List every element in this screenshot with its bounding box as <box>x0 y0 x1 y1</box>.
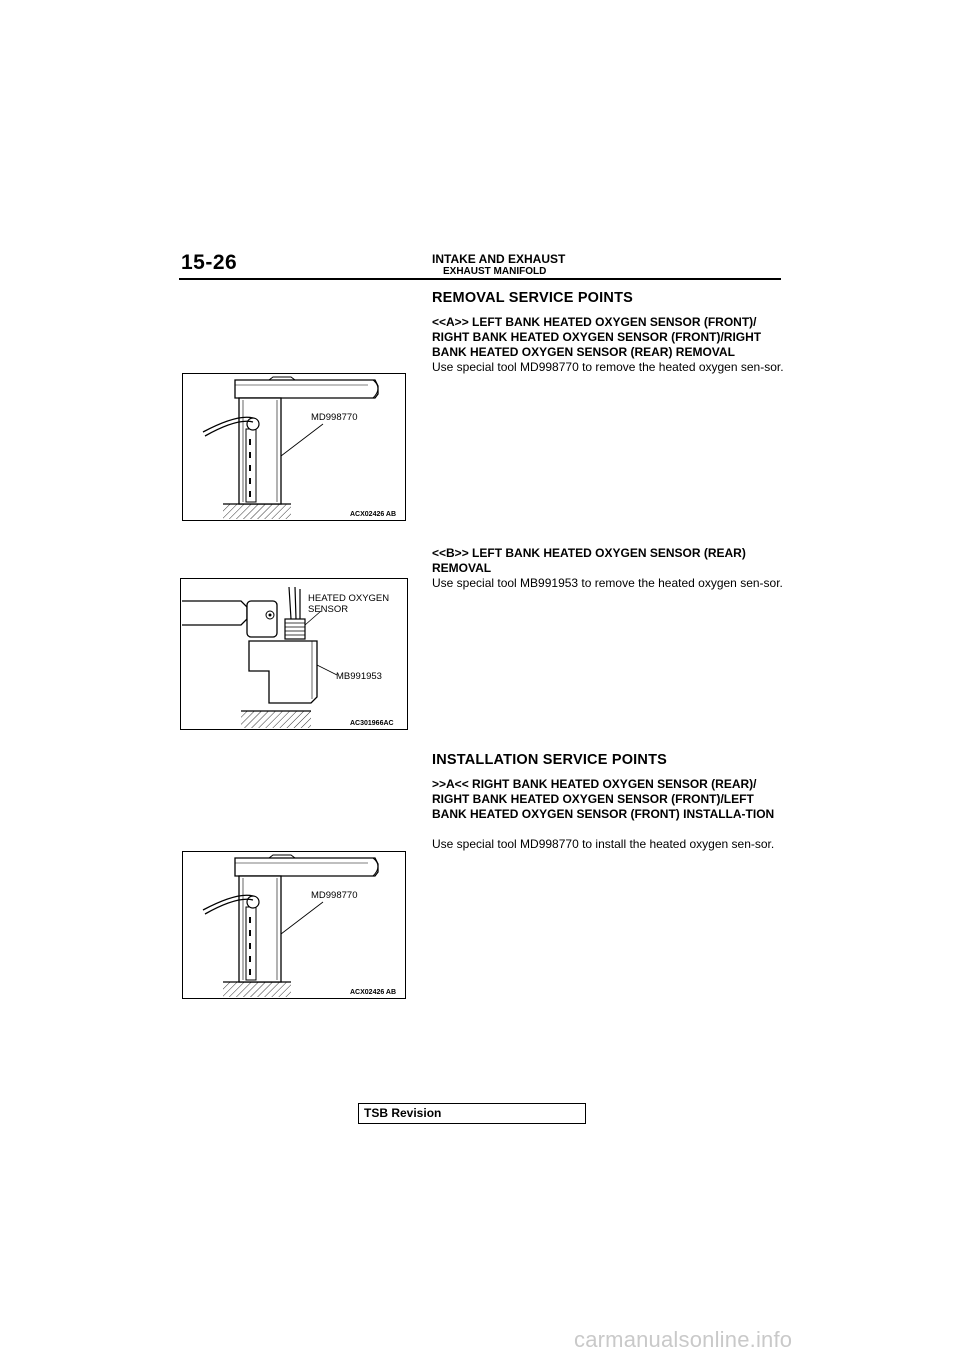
installation-heading: INSTALLATION SERVICE POINTS <box>432 752 667 768</box>
mb991953-tool-illustration <box>181 579 407 729</box>
section-title: INTAKE AND EXHAUST <box>432 252 566 266</box>
fig1-tool-label: MD998770 <box>311 412 358 423</box>
fig2-sensor-label-line2: SENSOR <box>308 604 349 615</box>
fig2-sensor-label-line1: HEATED OXYGEN <box>308 593 390 604</box>
figure-mb991953-removal <box>180 578 408 730</box>
tsb-revision-label: TSB Revision <box>364 1106 442 1120</box>
removal-step-b-body: Use special tool MB991953 to remove the heated oxygen sen-sor. <box>432 576 783 590</box>
removal-step-a-body: Use special tool MD998770 to remove the heated oxygen sen-sor. <box>432 360 784 374</box>
removal-heading: REMOVAL SERVICE POINTS <box>432 290 633 306</box>
md998770-tool-illustration-installation <box>183 852 405 998</box>
fig2-code: AC301966AC <box>350 720 394 727</box>
figure-md998770-installation <box>182 851 406 999</box>
fig3-tool-label: MD998770 <box>311 890 358 901</box>
installation-step-a-title: >>A<< RIGHT BANK HEATED OXYGEN SENSOR (REAR)/ RIGHT BANK HEATED OXYGEN SENSOR (FRONT)/LEFT BANK HEATED OXYGEN SENSOR (FRONT) INSTALLA-TION <box>432 777 775 821</box>
page-number: 15-26 <box>181 251 238 274</box>
md998770-tool-illustration <box>183 374 405 520</box>
fig1-code: ACX02426 AB <box>350 511 397 518</box>
fig2-tool-label: MB991953 <box>336 671 382 682</box>
installation-step-a-body: Use special tool MD998770 to install the heated oxygen sen-sor. <box>432 837 775 851</box>
watermark: carmanualsonline.info <box>574 1327 793 1352</box>
header-rule <box>179 278 781 280</box>
fig3-code: ACX02426 AB <box>350 989 397 996</box>
removal-step-b-title: <<B>> LEFT BANK HEATED OXYGEN SENSOR (REAR) REMOVAL <box>432 546 746 575</box>
removal-step-a-title: <<A>> LEFT BANK HEATED OXYGEN SENSOR (FRONT)/ RIGHT BANK HEATED OXYGEN SENSOR (FRONT)/RIGHT BANK HEATED OXYGEN SENSOR (REAR) REMOVAL <box>432 315 762 359</box>
subsection-title: EXHAUST MANIFOLD <box>443 266 547 277</box>
figure-md998770-removal <box>182 373 406 521</box>
